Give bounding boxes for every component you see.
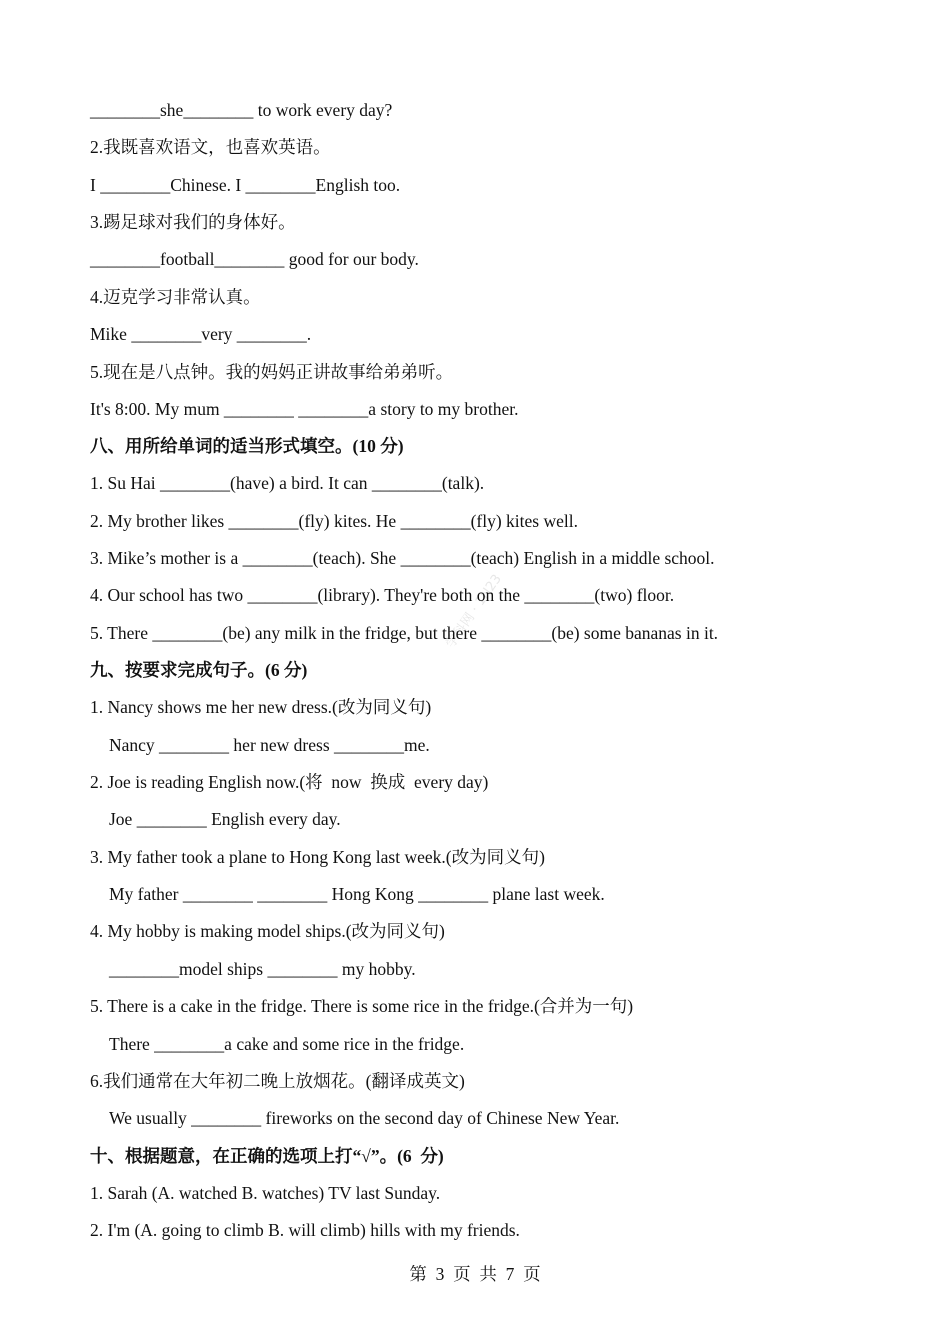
s9-a3: My father ________ ________ Hong Kong ________ plane last week.: [109, 884, 605, 904]
section10-heading: 十、根据题意，在正确的选项上打“√”。(6 分): [90, 1146, 444, 1166]
s9-a4: ________model ships ________ my hobby.: [109, 959, 416, 979]
s7-q4-english: Mike ________very ________.: [90, 324, 312, 344]
s7-q1-english: ________she________ to work every day?: [90, 100, 393, 120]
s8-item-5: 5. There ________(be) any milk in the fridge, but there ________(be) some bananas in it.: [90, 623, 719, 643]
s7-q5-english: It's 8:00. My mum ________ ________a story to my brother.: [90, 399, 519, 419]
s8-item-3: 3. Mike’s mother is a ________(teach). She ________(teach) English in a middle school.: [90, 548, 715, 568]
s9-q2: 2. Joe is reading English now.(将 now 换成 every day): [90, 772, 489, 792]
s9-q1: 1. Nancy shows me her new dress.(改为同义句): [90, 697, 432, 717]
s7-q3-english: ________football________ good for our body.: [90, 249, 419, 269]
s9-a1: Nancy ________ her new dress ________me.: [109, 735, 430, 755]
s8-item-2: 2. My brother likes ________(fly) kites. He ________(fly) kites well.: [90, 511, 578, 531]
s9-q3: 3. My father took a plane to Hong Kong last week.(改为同义句): [90, 847, 545, 867]
s9-a2: Joe ________ English every day.: [109, 809, 341, 829]
s9-q5: 5. There is a cake in the fridge. There is some rice in the fridge.(合并为一句): [90, 996, 634, 1016]
s9-a6: We usually ________ fireworks on the second day of Chinese New Year.: [109, 1108, 620, 1128]
s8-item-1: 1. Su Hai ________(have) a bird. It can ________(talk).: [90, 473, 485, 493]
s10-item-1: 1. Sarah (A. watched B. watches) TV last Sunday.: [90, 1183, 441, 1203]
s9-a5: There ________a cake and some rice in the fridge.: [109, 1034, 465, 1054]
s7-q4-chinese: 4.迈克学习非常认真。: [90, 287, 261, 307]
s10-item-2: 2. I'm (A. going to climb B. will climb) hills with my friends.: [90, 1220, 520, 1240]
watermark: 学科网 · 1N23: [443, 571, 505, 651]
s7-q3-chinese: 3.踢足球对我们的身体好。: [90, 212, 296, 232]
s8-item-4: 4. Our school has two ________(library). They're both on the ________(two) floor.: [90, 585, 675, 605]
s7-q2-chinese: 2.我既喜欢语文，也喜欢英语。: [90, 137, 331, 157]
section8-heading: 八、用所给单词的适当形式填空。(10 分): [90, 436, 404, 456]
s9-q4: 4. My hobby is making model ships.(改为同义句): [90, 921, 445, 941]
s7-q2-english: I ________Chinese. I ________English too.: [90, 175, 401, 195]
page-number: 第 3 页 共 7 页: [409, 1264, 541, 1284]
s7-q5-chinese: 5.现在是八点钟。我的妈妈正讲故事给弟弟听。: [90, 362, 454, 382]
s9-q6: 6.我们通常在大年初二晚上放烟花。(翻译成英文): [90, 1071, 465, 1091]
section9-heading: 九、按要求完成句子。(6 分): [90, 660, 308, 680]
